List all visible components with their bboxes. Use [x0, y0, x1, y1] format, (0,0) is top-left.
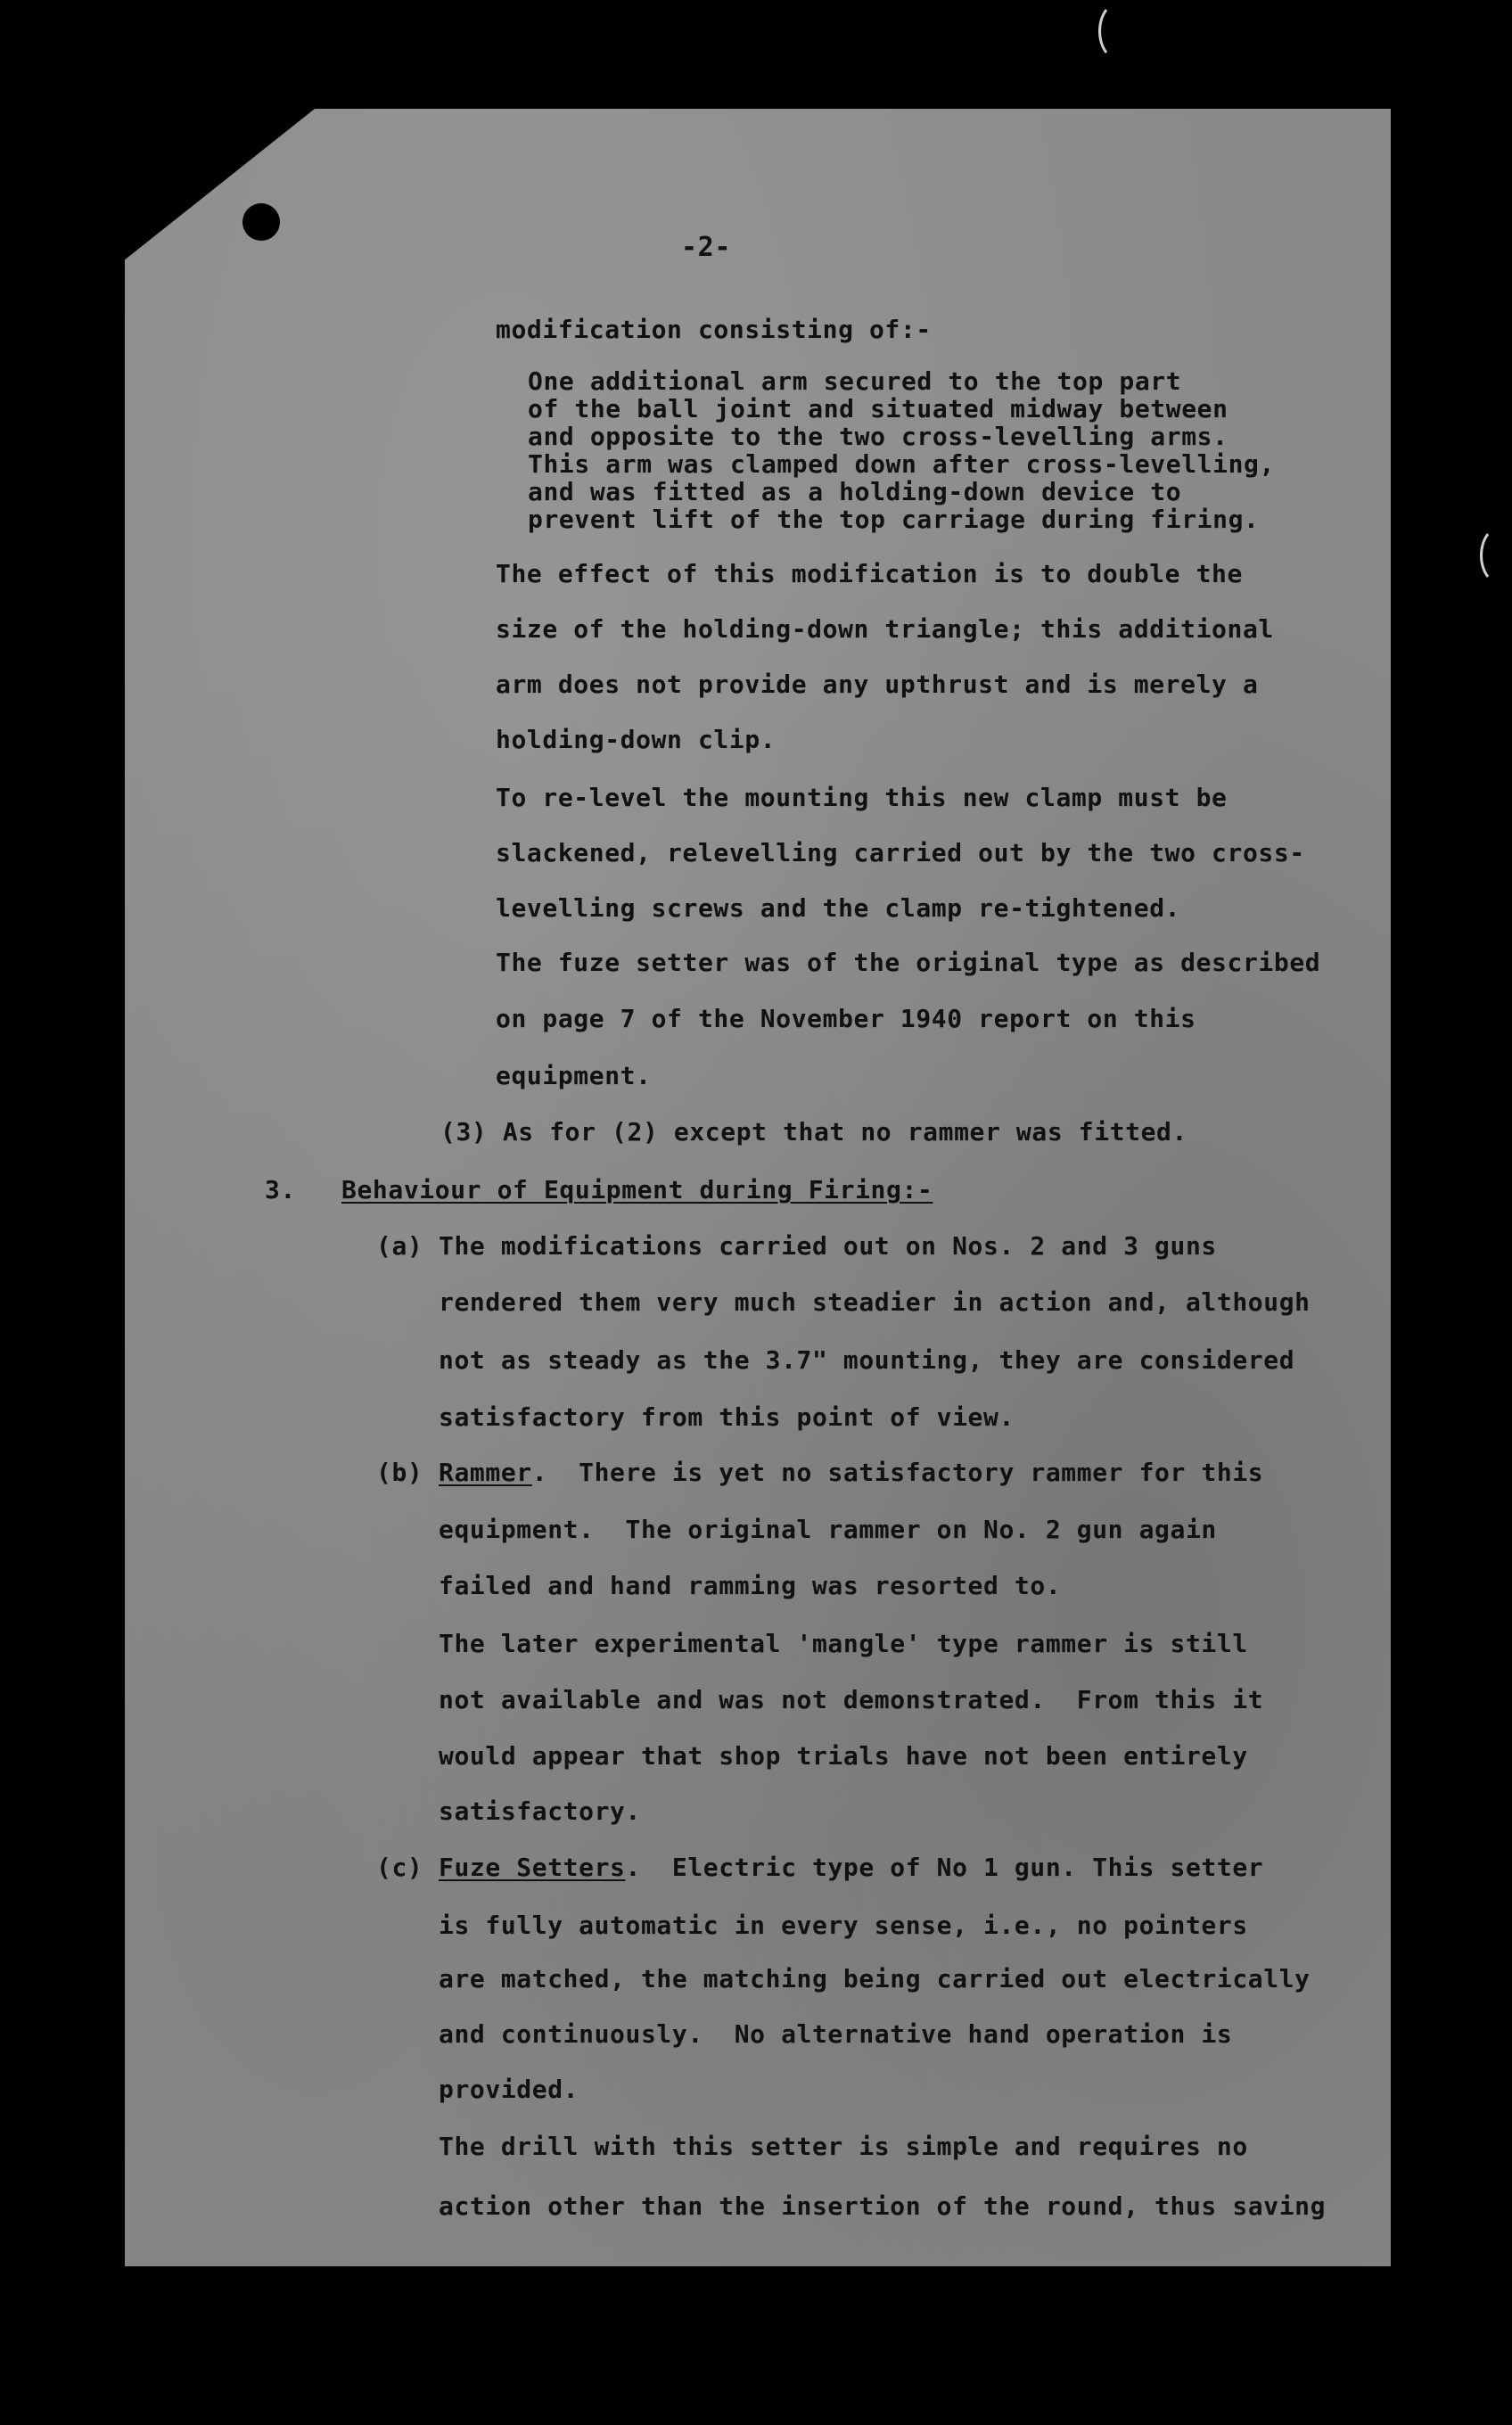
relevel-line-1: To re-level the mounting this new clamp must be: [496, 783, 1228, 812]
item-b-line-6: would appear that shop trials have not been entirely: [439, 1741, 1248, 1771]
effect-line-2: size of the holding-down triangle; this additional: [496, 614, 1274, 644]
item-a-line-3: not as steady as the 3.7" mounting, they are considered: [439, 1345, 1295, 1375]
item-c-line-1: . Electric type of No 1 gun. This setter: [625, 1853, 1264, 1882]
rammer-heading: Rammer: [439, 1458, 532, 1487]
effect-line-1: The effect of this modification is to double the: [496, 559, 1243, 588]
item-c-label: (c): [376, 1853, 423, 1882]
effect-line-4: holding-down clip.: [496, 725, 777, 754]
fuze-line-1: The fuze setter was of the original type as described: [496, 948, 1321, 977]
item-c-line-2: is fully automatic in every sense, i.e., no pointers: [439, 1911, 1248, 1940]
page-number: -2-: [681, 232, 731, 263]
quote-line-3: and opposite to the two cross-levelling arms.: [528, 422, 1228, 451]
fuze-setters-heading: Fuze Setters: [439, 1853, 626, 1882]
quote-line-4: This arm was clamped down after cross-levelling,: [528, 449, 1275, 479]
film-scratch: [1480, 526, 1512, 585]
item-b-line-4: The later experimental 'mangle' type rammer is still: [439, 1629, 1248, 1658]
item-b-first-line: [439, 1459, 1263, 1486]
item-a-line-1: The modifications carried out on Nos. 2 and 3 guns: [439, 1231, 1217, 1261]
item-b-label: (b): [376, 1458, 423, 1487]
item-c-line-4: and continuously. No alternative hand operation is: [439, 2019, 1233, 2049]
effect-line-3: arm does not provide any upthrust and is merely a: [496, 670, 1259, 699]
relevel-line-2: slackened, relevelling carried out by the two cross-: [496, 838, 1305, 867]
item-c-line-7: action other than the insertion of the round, thus saving: [439, 2191, 1327, 2221]
intro-line: modification consisting of:-: [496, 315, 932, 344]
section-3-number: 3.: [265, 1175, 296, 1204]
film-scratch: [1098, 2, 1139, 61]
relevel-line-3: levelling screws and the clamp re-tightened.: [496, 893, 1181, 923]
item-c-line-3: are matched, the matching being carried out electrically: [439, 1964, 1311, 1993]
item-a-line-4: satisfactory from this point of view.: [439, 1402, 1015, 1432]
quote-line-5: and was fitted as a holding-down device to: [528, 477, 1182, 506]
item-c-line-5: provided.: [439, 2075, 579, 2104]
item-a-line-2: rendered them very much steadier in action and, although: [439, 1287, 1311, 1317]
fuze-line-3: equipment.: [496, 1061, 652, 1090]
quote-line-6: prevent lift of the top carriage during firing.: [528, 505, 1260, 534]
item-b-line-1: . There is yet no satisfactory rammer for this: [531, 1458, 1264, 1487]
item-b-line-2: equipment. The original rammer on No. 2 gun again: [439, 1515, 1217, 1544]
quote-line-1: One additional arm secured to the top part: [528, 366, 1182, 396]
item-c-line-6: The drill with this setter is simple and requires no: [439, 2132, 1248, 2161]
fuze-line-2: on page 7 of the November 1940 report on this: [496, 1004, 1196, 1033]
item-b-line-5: not available and was not demonstrated. From this it: [439, 1685, 1264, 1714]
item-b-line-7: satisfactory.: [439, 1796, 641, 1826]
item-b-line-3: failed and hand ramming was resorted to.: [439, 1571, 1062, 1600]
quote-line-2: of the ball joint and situated midway between: [528, 394, 1228, 423]
section-3-heading: Behaviour of Equipment during Firing:-: [341, 1175, 933, 1204]
item-3: (3) As for (2) except that no rammer was fitted.: [440, 1117, 1187, 1147]
item-a-label: (a): [376, 1231, 423, 1261]
item-c-first-line: [439, 1854, 1263, 1881]
punch-hole: [242, 203, 280, 241]
